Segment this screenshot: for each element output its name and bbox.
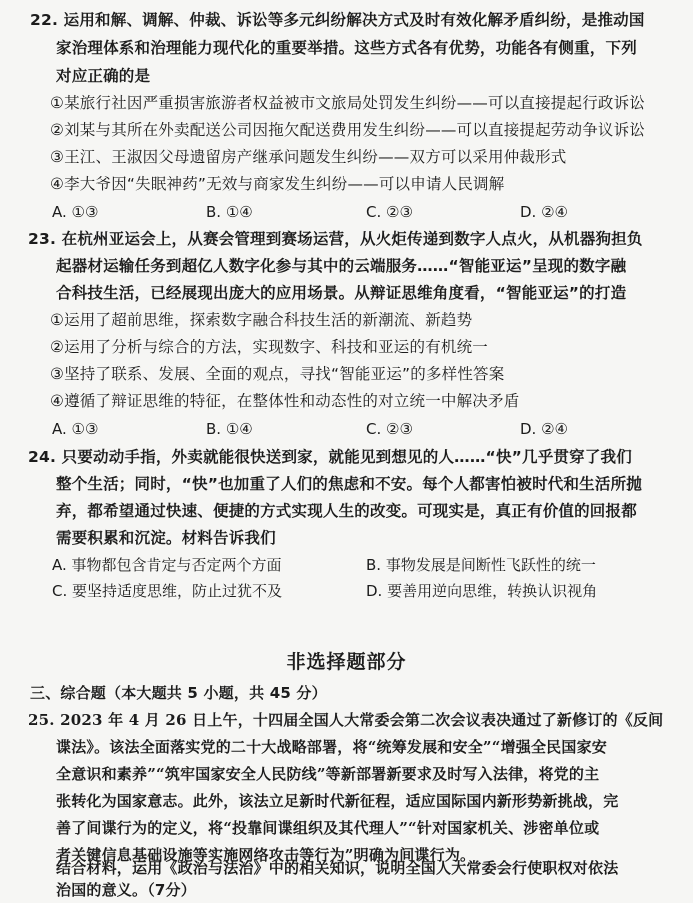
question-24-option-b: B. 事物发展是间断性飞跃性的统一 — [366, 556, 596, 574]
question-22-stem-line-2: 家治理体系和治理能力现代化的重要举措。这些方式各有优势，功能各有侧重，下列 — [56, 39, 637, 57]
question-22-item-1: ①某旅行社因严重损害旅游者权益被市文旅局处罚发生纠纷——可以直接提起行政诉讼 — [50, 94, 645, 112]
question-22-item-4: ④李大爷因“失眠神药”无效与商家发生纠纷——可以申请人民调解 — [50, 175, 505, 193]
question-25-prompt-line-2: 治国的意义。（7分） — [56, 881, 196, 899]
question-23-item-4: ④遵循了辩证思维的特征，在整体性和动态性的对立统一中解决矛盾 — [50, 392, 520, 410]
question-22-item-2: ②刘某与其所在外卖配送公司因拖欠配送费用发生纠纷——可以直接提起劳动争议诉讼 — [50, 121, 645, 139]
question-24-stem-line-3: 弃，都希望通过快速、便捷的方式实现人生的改变。可现实是，真正有价值的回报都 — [56, 502, 637, 520]
question-24-stem-line-1: 24. 只要动动手指，外卖就能很快送到家，就能见到想见的人……“快”几乎贯穿了我们 — [28, 448, 632, 466]
question-22-stem-line-1: 22. 运用和解、调解、仲裁、诉讼等多元纠纷解决方式及时有效化解矛盾纠纷，是推动国 — [30, 11, 645, 29]
question-24-option-a: A. 事物都包含肯定与否定两个方面 — [52, 556, 282, 574]
question-22-option-a: A. ①③ — [52, 203, 99, 221]
question-23-option-d: D. ②④ — [520, 420, 568, 438]
question-22-stem-line-3: 对应正确的是 — [56, 67, 151, 85]
question-22-option-d: D. ②④ — [520, 203, 568, 221]
question-24-stem-line-4: 需要积累和沉淀。材料告诉我们 — [56, 529, 276, 547]
question-25-line-5: 善了间谍行为的定义，将“投靠间谍组织及其代理人”“针对国家机关、涉密单位或 — [56, 819, 600, 837]
question-23-item-1: ①运用了超前思维，探索数字融合科技生活的新潮流、新趋势 — [50, 311, 473, 329]
question-24-stem-line-2: 整个生活；同时，“快”也加重了人们的焦虑和不安。每个人都害怕被时代和生活所抛 — [56, 475, 642, 493]
section-heading: 三、综合题（本大题共 5 小题，共 45 分） — [30, 684, 327, 702]
question-23-item-2: ②运用了分析与综合的方法，实现数字、科技和亚运的有机统一 — [50, 338, 488, 356]
question-24-option-d: D. 要善用逆向思维，转换认识视角 — [366, 582, 598, 600]
question-25-line-3: 全意识和素养”“筑牢国家安全人民防线”等新部署新要求及时写入法律，将党的主 — [56, 765, 600, 783]
question-23-option-c: C. ②③ — [366, 420, 413, 438]
question-23-stem-line-3: 合科技生活，已经展现出庞大的应用场景。从辩证思维角度看，“智能亚运”的打造 — [56, 284, 627, 302]
question-23-stem-line-1: 23. 在杭州亚运会上，从赛会管理到赛场运营，从火炬传递到数字人点火，从机器狗担负 — [28, 230, 643, 248]
question-23-option-a: A. ①③ — [52, 420, 99, 438]
question-22-item-3: ③王江、王淑因父母遗留房产继承问题发生纠纷——双方可以采用仲裁形式 — [50, 148, 567, 166]
question-23-option-b: B. ①④ — [206, 420, 253, 438]
question-22-option-c: C. ②③ — [366, 203, 413, 221]
question-22-option-b: B. ①④ — [206, 203, 253, 221]
question-25-line-1: 25. 2023 年 4 月 26 日上午，十四届全国人大常委会第二次会议表决通过了新修订的《反间 — [28, 711, 664, 729]
question-23-stem-line-2: 起器材运输任务到超亿人数字化参与其中的云端服务……“智能亚运”呈现的数字融 — [56, 257, 627, 275]
question-23-item-3: ③坚持了联系、发展、全面的观点，寻找“智能亚运”的多样性答案 — [50, 365, 505, 383]
question-25-prompt-line-1: 结合材料，运用《政治与法治》中的相关知识，说明全国人大常委会行使职权对依法 — [56, 859, 619, 877]
question-25-line-2: 谍法》。该法全面落实党的二十大战略部署，将“统筹发展和安全”“增强全民国家安 — [56, 738, 607, 756]
question-25-line-4: 张转化为国家意志。此外，该法立足新时代新征程，适应国际国内新形势新挑战，完 — [56, 792, 619, 810]
section-title: 非选择题部分 — [286, 651, 407, 673]
question-24-option-c: C. 要坚持适度思维，防止过犹不及 — [52, 582, 283, 600]
question-25-line-6: 者关键信息基础设施等实施网络攻击等行为”明确为间谍行为。 — [56, 846, 476, 864]
